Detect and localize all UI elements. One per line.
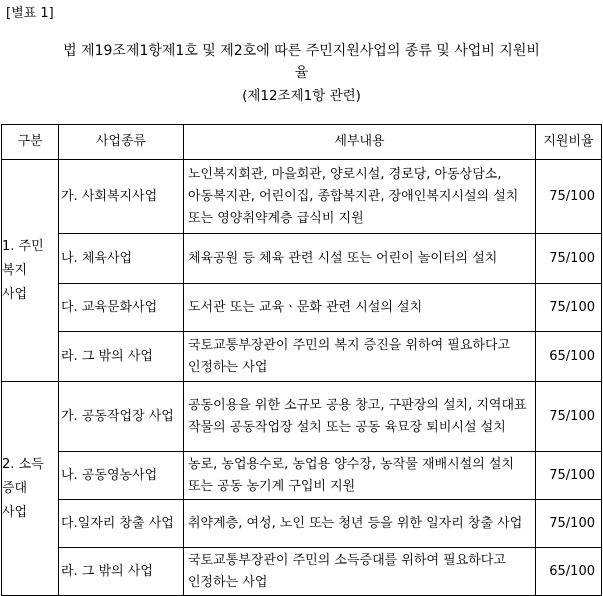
project-detail: 국토교통부장관이 주민의 복지 증진을 위하여 필요하다고 인정하는 사업 [184,332,536,382]
table-row [2,160,602,234]
project-detail: 취약계층, 여성, 노인 또는 청년 등을 위한 일자리 창출 사업 [184,500,536,548]
project-detail: 체육공원 등 체육 관련 시설 또는 어린이 놀이터의 설치 [184,234,536,284]
table-row [2,284,602,332]
project-detail: 공동이용을 위한 소규모 공용 창고, 구판장의 설치, 지역대표 작물의 공동작업장 설치 또는 공동 육묘장 퇴비시설 설치 [184,382,536,452]
project-detail: 도서관 또는 교육ㆍ문화 관련 시설의 설치 [184,284,536,332]
group-name: 2. 소득 증대 사업 [2,382,59,596]
header-support-rate: 지원비율 [536,125,602,160]
document-title-continued: 율 [294,65,309,81]
support-rate: 65/100 [536,548,602,596]
table-row [2,332,602,382]
project-type: 가. 사회복지사업 [59,160,184,234]
group-name: 1. 주민 복지 사업 [2,160,59,382]
header-details: 세부내용 [184,125,536,160]
support-rate: 65/100 [536,332,602,382]
project-detail: 국토교통부장관이 주민의 소득증대를 위하여 필요하다고 인정하는 사업 [184,548,536,596]
project-type: 나. 체육사업 [59,234,184,284]
document-subtitle: (제12조제1항 관련) [242,88,361,104]
header-project-type: 사업종류 [59,125,184,160]
support-rate: 75/100 [536,160,602,234]
header-category: 구분 [2,125,59,160]
project-type: 다. 교육문화사업 [59,284,184,332]
table-row [2,234,602,284]
project-detail: 농로, 농업용수로, 농업용 양수장, 농작물 재배시설의 설치 또는 공동 농기계 구입비 지원 [184,452,536,500]
support-rate: 75/100 [536,284,602,332]
table-header-row [2,125,602,160]
project-type: 라. 그 밖의 사업 [59,548,184,596]
support-rate: 75/100 [536,234,602,284]
project-type: 다.일자리 창출 사업 [59,500,184,548]
project-type: 가. 공동작업장 사업 [59,382,184,452]
table-row [2,500,602,548]
project-detail: 노인복지회관, 마을회관, 양로시설, 경로당, 아동상담소, 아동복지관, 어린이집, 종합복지관, 장애인복지시설의 설치 또는 영양취약계층 급식비 지원 [184,160,536,234]
annex-label: [별표 1] [6,6,54,21]
table-row [2,452,602,500]
support-table [1,124,602,596]
support-rate: 75/100 [536,500,602,548]
project-type: 라. 그 밖의 사업 [59,332,184,382]
document-title: 법 제19조제1항제1호 및 제2호에 따른 주민지원사업의 종류 및 사업비 지원비 [63,43,540,59]
project-type: 나. 공동영농사업 [59,452,184,500]
table-row [2,382,602,452]
support-rate: 75/100 [536,452,602,500]
support-rate: 75/100 [536,382,602,452]
table-row [2,548,602,596]
